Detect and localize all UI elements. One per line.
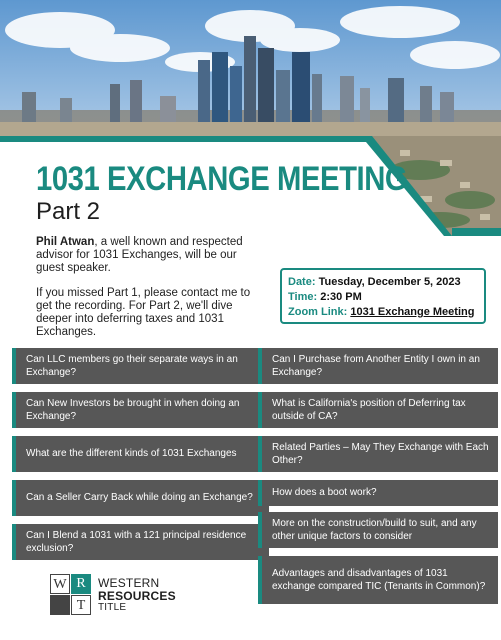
- question-right-5: More on the construction/build to suit, and any other unique factors to consider: [258, 512, 498, 548]
- western-resources-title-logo: [50, 574, 200, 616]
- zoom-link[interactable]: 1031 Exchange Meeting: [350, 306, 475, 318]
- question-left-4: Can a Seller Carry Back while doing an Exchange?: [12, 480, 269, 516]
- date-row: [288, 275, 478, 290]
- date-value: Tuesday, December 5, 2023: [318, 276, 461, 288]
- question-left-1: Can LLC members go their separate ways in an Exchange?: [12, 348, 269, 384]
- question-right-3: Related Parties – May They Exchange with Each Other?: [258, 436, 498, 472]
- logo-line-3: TITLE: [98, 602, 127, 613]
- page-title: 1031 EXCHANGE MEETING: [36, 160, 408, 198]
- question-right-4: How does a boot work?: [258, 480, 498, 506]
- event-details-box: [280, 268, 486, 324]
- question-right-2: What is California's position of Deferring tax outside of CA?: [258, 392, 498, 428]
- time-value: 2:30 PM: [320, 291, 362, 303]
- zoom-label: Zoom Link:: [288, 306, 348, 318]
- logo-letter-w: W: [50, 574, 70, 594]
- logo-letter-t: T: [71, 595, 91, 615]
- time-row: [288, 290, 478, 305]
- question-left-5: Can I Blend a 1031 with a 121 principal residence exclusion?: [12, 524, 269, 560]
- question-left-2: Can New Investors be brought in when doing an Exchange?: [12, 392, 269, 428]
- time-label: Time:: [288, 291, 318, 303]
- page-subtitle: Part 2: [36, 198, 101, 225]
- speaker-name: Phil Atwan: [36, 236, 95, 248]
- zoom-row: [288, 305, 478, 320]
- logo-line-2: RESOURCES: [98, 589, 176, 603]
- question-right-6: Advantages and disadvantages of 1031 exchange compared TIC (Tenants in Common)?: [258, 556, 498, 604]
- logo-line-1: WESTERN: [98, 576, 160, 590]
- speaker-paragraph: [36, 236, 268, 275]
- logo-dark-square: [50, 595, 70, 615]
- logo-mark: [50, 574, 92, 616]
- speaker-description: , a well known and respected advisor for 1031 Exchanges, will be our guest speaker.: [36, 236, 243, 274]
- date-label: Date:: [288, 276, 316, 288]
- missed-part-paragraph: If you missed Part 1, please contact me to get the recording. For Part 2, we'll dive deeper into deferring taxes and 1031 Exchanges.: [36, 287, 251, 338]
- logo-letter-r: R: [71, 574, 91, 594]
- question-right-1: Can I Purchase from Another Entity I own in an Exchange?: [258, 348, 498, 384]
- question-left-3: What are the different kinds of 1031 Exchanges: [12, 436, 269, 472]
- intro-text: [36, 236, 268, 339]
